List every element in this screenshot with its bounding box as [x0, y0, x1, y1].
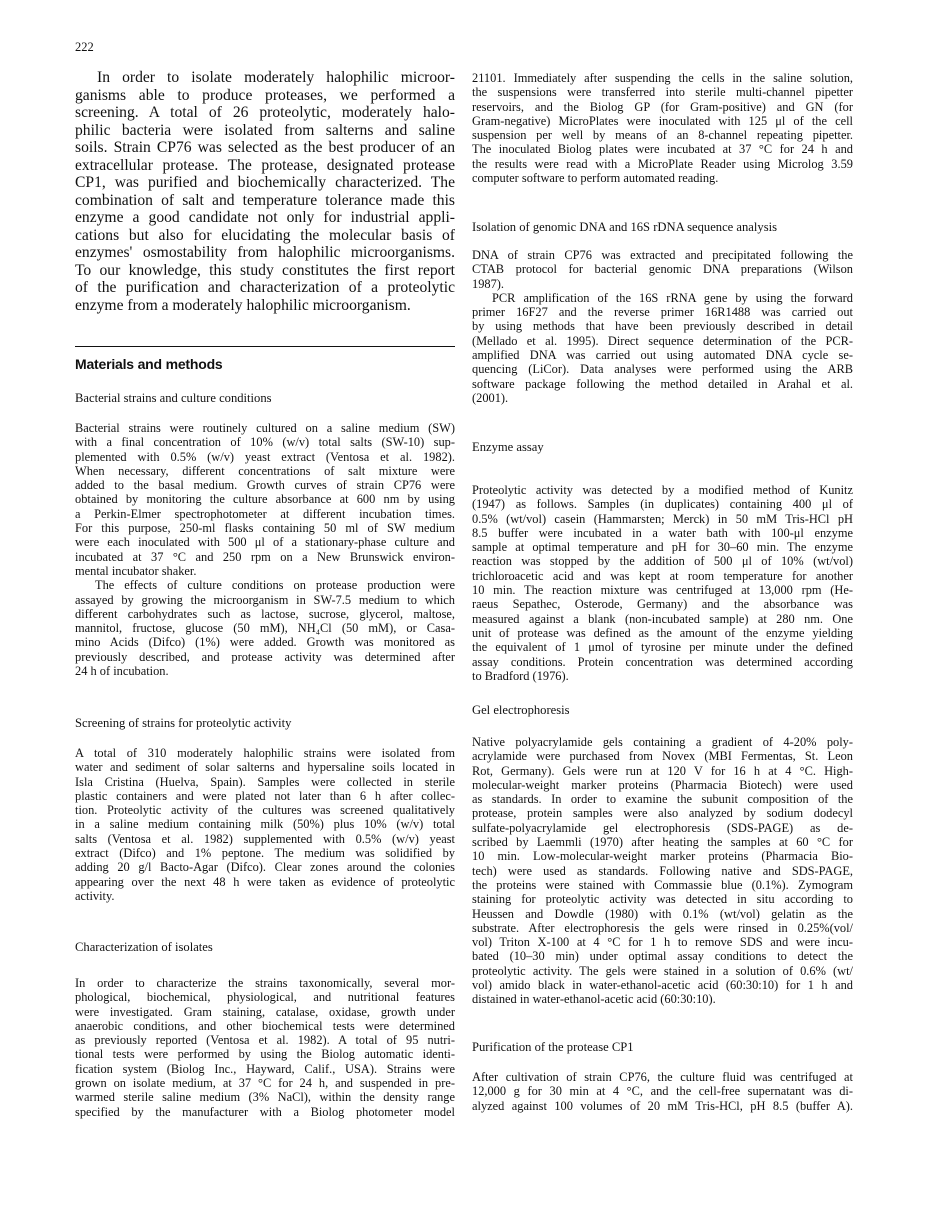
text-line: 8.5 buffer were incubated in a water bath with 100-μl enzyme	[472, 525, 853, 540]
text-line: tion. Proteolytic activity of the cultures was screened qualitatively	[75, 803, 455, 818]
text-line: The inoculated Biolog plates were incubated at 37 °C for 24 h and	[472, 142, 853, 157]
biolog-continuation-text	[472, 71, 853, 185]
text-line: When necessary, different concentrations of salt mixture were	[75, 463, 455, 478]
text-line: DNA of strain CP76 was extracted and precipitated following the	[472, 248, 853, 262]
subsection-heading-purification: Purification of the protease CP1	[472, 1040, 634, 1054]
text-line: soils. Strain CP76 was selected as the best producer of an	[75, 139, 455, 156]
text-line: added to the basal medium. Growth curves of strain CP76 were	[75, 478, 455, 493]
text-line: reservoirs, and the Biolog GP (for Gram-positive) and GN (for	[472, 99, 853, 114]
text-line: unit of protease was defined as the amount of the enzyme yielding	[472, 625, 853, 640]
subsection-heading-dna-isolation: Isolation of genomic DNA and 16S rDNA sequence analysis	[472, 220, 777, 234]
section-divider	[75, 346, 455, 347]
text-line: CTAB protocol for bacterial genomic DNA preparations (Wilson	[472, 262, 853, 277]
text-line: as standards. In order to examine the subunit composition of the	[472, 792, 853, 807]
text-line: bated (10–30 min) under optimal assay conditions to detect the	[472, 949, 853, 964]
text-line: salts (Ventosa et al. 1982) supplemented with 0.5% (w/v) yeast	[75, 831, 455, 846]
text-line: (Mellado et al. 1995). Direct sequence determination of the PCR-	[472, 333, 853, 348]
text-line: CP1, was purified and biochemically characterized. The	[75, 174, 455, 191]
text-line: enzyme from a moderately halophilic microorganism.	[75, 296, 411, 314]
text-line: obtained by monitoring the culture absorbance at 600 nm by using	[75, 492, 455, 507]
text-line: different carbohydrates such as lactose, sucrose, glycerol, maltose,	[75, 606, 455, 621]
introduction-text	[75, 69, 455, 314]
text-line: in a saline medium containing milk (50%) plus 10% (w/v) total	[75, 817, 455, 832]
text-line: protease, protein samples were also analyzed by sodium dodecyl	[472, 806, 853, 821]
gel-electrophoresis-text	[472, 735, 853, 1007]
text-line: computer software to perform automated reading.	[472, 171, 719, 186]
text-line: sulfate-polyacrylamide gel electrophoresis (SDS-PAGE) as de-	[472, 820, 853, 835]
text-line: plastic containers and were plated not later than 6 h after collec-	[75, 788, 455, 803]
screening-text	[75, 746, 455, 903]
text-line: distained in water-ethanol-acetic acid (60:30:10).	[472, 992, 716, 1007]
text-line: specified by the manufacturer with a Biolog photometer model	[75, 1104, 455, 1119]
text-line: 12,000 g for 30 min at 4 °C, and the cell-free supernatant was di-	[472, 1084, 853, 1099]
text-line: assay conditions. Protein concentration was determined according	[472, 654, 853, 669]
text-line: activity.	[75, 888, 115, 903]
text-line: tional tests were performed by using the Biolog automatic identi-	[75, 1047, 455, 1062]
text-line: To our knowledge, this study constitutes the first report	[75, 261, 455, 279]
subsection-heading-enzyme-assay: Enzyme assay	[472, 440, 544, 454]
text-line: 10 min. The reaction mixture was centrifuged at 13,000 rpm (He-	[472, 583, 853, 598]
text-line: Isla Cristina (Huelva, Spain). Samples were collected in sterile	[75, 774, 455, 789]
characterization-text	[75, 976, 455, 1119]
text-line: Bacterial strains were routinely cultured on a saline medium (SW)	[75, 421, 455, 435]
text-line: extract (Difco) and 1% peptone. The medium was solidified by	[75, 846, 455, 861]
text-line: molecular-weight marker proteins (Pharmacia Biotech) were used	[472, 777, 853, 792]
text-line: were investigated. Gram staining, catalase, oxidase, growth under	[75, 1004, 455, 1019]
text-line: Proteolytic activity was detected by a modified method of Kunitz	[472, 483, 853, 497]
text-line: ganisms able to produce proteases, we performed a	[75, 86, 455, 104]
text-line: Gram-negative) MicroPlates were inoculated with 125 μl of the cell	[472, 113, 853, 128]
text-line: grown on isolate medium, at 37 °C for 24 h, and suspended in pre-	[75, 1076, 455, 1091]
text-line: were each inoculated with 500 μl of a stationary-phase culture and	[75, 535, 455, 550]
text-line: The effects of culture conditions on protease production were	[95, 578, 455, 593]
text-line: software package following the method detailed in Arahal et al.	[472, 376, 853, 391]
text-line: the equivalent of 1 μmol of tyrosine per minute under the defined	[472, 640, 853, 655]
text-line: primer 16F27 and the reverse primer 16R1488 was carried out	[472, 305, 853, 320]
text-line: Native polyacrylamide gels containing a gradient of 4-20% poly-	[472, 735, 853, 749]
text-line: For this purpose, 250-ml flasks containing 50 ml of SW medium	[75, 521, 455, 536]
text-line: After cultivation of strain CP76, the culture fluid was centrifuged at	[472, 1070, 853, 1084]
text-line: A total of 310 moderately halophilic strains were isolated from	[75, 746, 455, 760]
purification-text	[472, 1070, 853, 1113]
text-line: enzyme a good candidate not only for industrial appli-	[75, 209, 455, 226]
text-line: previously described, and protease activity was determined after	[75, 649, 455, 664]
text-line: vol) amido black in water-ethanol-acetic acid (60:30:10) for 1 h and	[472, 978, 853, 993]
text-line: plemented with 0.5% (w/v) yeast extract (Ventosa et al. 1982).	[75, 449, 455, 464]
text-line: screening. A total of 26 proteolytic, moderately halo-	[75, 104, 455, 121]
text-line: 0.5% (wt/vol) casein (Hammarsten; Merck) in 50 mM Tris-HCl pH	[472, 511, 853, 526]
text-line: the results were read with a MicroPlate Reader using Microlog 3.59	[472, 156, 853, 171]
text-line: water and sediment of solar salterns and hypersaline soils located in	[75, 760, 455, 775]
text-line: mental incubator shaker.	[75, 563, 197, 578]
text-line: reaction was stopped by the addition of 500 μl of 10% (wt/vol)	[472, 554, 853, 569]
text-line: sample at optimal temperature and pH for 30–60 min. The enzyme	[472, 540, 853, 555]
dna-isolation-text	[472, 248, 853, 405]
text-line: (1947) as follows. Samples (in duplicates) containing 400 μl of	[472, 497, 853, 512]
text-line: extracellular protease. The protease, designated protease	[75, 156, 455, 174]
text-line: combination of salt and temperature tolerance made this	[75, 191, 455, 209]
text-line: mino Acids (Difco) (1%) were added. Growth was monitored as	[75, 635, 455, 650]
text-line: scribed by Laemmli (1970) after heating the samples at 60 °C for	[472, 835, 853, 850]
text-line: mannitol, fructose, glucose (50 mM), NH₄Cl (50 mM), or Casa-	[75, 621, 455, 636]
subsection-heading-bacterial-strains: Bacterial strains and culture conditions	[75, 391, 272, 405]
text-line: staining for proteolytic activity was detected in situ according to	[472, 892, 853, 907]
text-line: with a final concentration of 10% (w/v) total salts (SW-10) sup-	[75, 435, 455, 450]
section-title: Materials and methods	[75, 356, 223, 372]
text-line: 24 h of incubation.	[75, 664, 169, 679]
text-line: 21101. Immediately after suspending the cells in the saline solution,	[472, 71, 853, 85]
text-line: amplified DNA was carried out using automated DNA cycle se-	[472, 348, 853, 363]
text-line: to Bradford (1976).	[472, 668, 569, 683]
enzyme-assay-text	[472, 483, 853, 683]
bacterial-strains-text	[75, 421, 455, 678]
text-line: cations but also for elucidating the molecular basis of	[75, 226, 455, 244]
subsection-heading-gel-electrophoresis: Gel electrophoresis	[472, 703, 570, 717]
text-line: proteolytic activity. The gels were stained in a solution of 0.6% (wt/	[472, 963, 853, 978]
text-line: Rot, Germany). Gels were run at 120 V for 16 h at 4 °C. High-	[472, 763, 853, 778]
text-line: tech) were used as standards. Following native and SDS-PAGE,	[472, 863, 853, 878]
subsection-heading-screening: Screening of strains for proteolytic activity	[75, 716, 292, 730]
text-line: the proteins were stained with Commassie blue (0.1%). Zymogram	[472, 877, 853, 892]
text-line: acrylamide were purchased from Novex (MBI Fermentas, St. Leon	[472, 749, 853, 764]
text-line: warmed sterile saline medium (3% NaCl), within the density range	[75, 1090, 455, 1105]
text-line: of the purification and characterization of a proteolytic	[75, 279, 455, 296]
subsection-heading-characterization: Characterization of isolates	[75, 940, 213, 954]
text-line: measured against a blank (non-incubated sample) at 280 nm. One	[472, 611, 853, 626]
text-line: a Perkin-Elmer spectrophotometer at different incubation times.	[75, 506, 455, 521]
text-line: PCR amplification of the 16S rRNA gene by using the forward	[492, 290, 853, 305]
text-line: appearing over the next 48 h were taken as evidence of proteolytic	[75, 874, 455, 889]
text-line: philic bacteria were isolated from salterns and saline	[75, 121, 455, 139]
text-line: (2001).	[472, 390, 509, 405]
text-line: fication system (Biolog Inc., Hayward, Calif., USA). Strains were	[75, 1061, 455, 1076]
text-line: raeus Sepathec, Osterode, Germany) and the absorbance was	[472, 597, 853, 612]
text-line: vol) Triton X-100 at 4 °C for 1 h to remove SDS and were incu-	[472, 935, 853, 950]
text-line: 10 min. Low-molecular-weight marker proteins (Pharmacia Bio-	[472, 849, 853, 864]
text-line: assayed by growing the microorganism in SW-7.5 medium to which	[75, 592, 455, 607]
text-line: In order to isolate moderately halophilic microor-	[97, 69, 455, 86]
text-line: Heussen and Dowdle (1980) with 0.1% (wt/vol) gelatin as the	[472, 906, 853, 921]
text-line: quencing (LiCor). Data analyses were performed using the ARB	[472, 362, 853, 377]
text-line: by using methods that have been previously described in detail	[472, 319, 853, 334]
page-number: 222	[75, 40, 94, 54]
text-line: 1987).	[472, 276, 505, 291]
text-line: substrate. After electrophoresis the gels were rinsed in 0.25%(vol/	[472, 920, 853, 935]
text-line: alyzed against 100 volumes of 20 mM Tris-HCl, pH 8.5 (buffer A).	[472, 1098, 853, 1113]
text-line: as previously reported (Ventosa et al. 1982). A total of 95 nutri-	[75, 1033, 455, 1048]
text-line: anaerobic conditions, and other biochemical tests were determined	[75, 1018, 455, 1033]
text-line: trichloroacetic acid and was kept at room temperature for another	[472, 568, 853, 583]
text-line: suspension per well by means of an 8-channel repeating pipetter.	[472, 128, 853, 143]
text-line: phological, biochemical, physiological, and nutritional features	[75, 990, 455, 1005]
text-line: In order to characterize the strains taxonomically, several mor-	[75, 976, 455, 990]
text-line: the suspensions were transferred into sterile multi-channel pipetter	[472, 85, 853, 100]
text-line: incubated at 37 °C and 250 rpm on a New Brunswick environ-	[75, 549, 455, 564]
text-line: enzymes' osmostability from halophilic microorganisms.	[75, 244, 455, 261]
text-line: adding 20 g/l Bacto-Agar (Difco). Clear zones around the colonies	[75, 860, 455, 875]
